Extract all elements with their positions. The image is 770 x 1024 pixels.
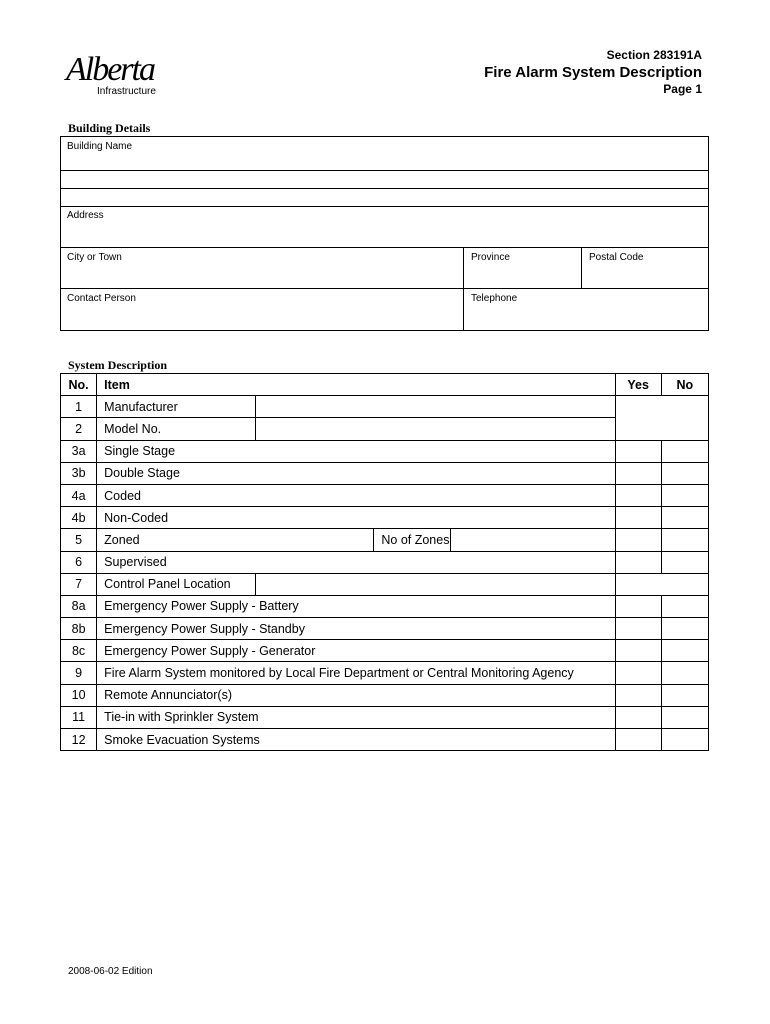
row-item: Supervised: [97, 551, 615, 573]
row-number: 2: [61, 418, 97, 440]
no-of-zones-label: No of Zones: [374, 529, 450, 551]
blank-cell: [615, 573, 708, 595]
yes-cell[interactable]: [615, 662, 661, 684]
yes-cell[interactable]: [615, 595, 661, 617]
city-label: City or Town: [67, 252, 122, 263]
table-row: [61, 484, 709, 506]
divider: [61, 288, 708, 289]
row-item: Control Panel Location: [97, 573, 256, 595]
yes-cell[interactable]: [615, 440, 661, 462]
row-item: Model No.: [97, 418, 256, 440]
table-row: [61, 418, 709, 440]
building-details-form: [60, 136, 709, 331]
yes-cell[interactable]: [615, 729, 661, 751]
no-of-zones-field[interactable]: [450, 529, 615, 551]
telephone-label: Telephone: [471, 293, 518, 304]
row-number: 3b: [61, 462, 97, 484]
col-no-answer-header: No: [661, 374, 708, 396]
table-row: [61, 573, 709, 595]
system-description-table: [60, 373, 709, 751]
table-row: [61, 729, 709, 751]
page-title: Fire Alarm System Description: [484, 64, 702, 81]
no-cell[interactable]: [661, 729, 708, 751]
row-number: 1: [61, 396, 97, 418]
table-header-row: [61, 374, 709, 396]
manufacturer-field[interactable]: [255, 396, 615, 418]
row-item: Single Stage: [97, 440, 615, 462]
yes-cell[interactable]: [615, 706, 661, 728]
row-number: 8b: [61, 618, 97, 640]
no-cell[interactable]: [661, 529, 708, 551]
row-number: 4b: [61, 507, 97, 529]
row-number: 5: [61, 529, 97, 551]
alberta-logo: [66, 52, 166, 100]
section-number: Section 283191A: [606, 48, 702, 62]
col-no-header: No.: [61, 374, 97, 396]
province-label: Province: [471, 252, 510, 263]
row-number: 8c: [61, 640, 97, 662]
row-number: 12: [61, 729, 97, 751]
building-name-field-2[interactable]: [61, 170, 708, 188]
yes-cell[interactable]: [615, 684, 661, 706]
contact-person-label: Contact Person: [67, 293, 136, 304]
no-cell[interactable]: [661, 484, 708, 506]
no-cell[interactable]: [661, 640, 708, 662]
edition-footer: 2008-06-02 Edition: [68, 966, 153, 977]
no-cell[interactable]: [661, 662, 708, 684]
page-number: Page 1: [663, 82, 702, 96]
no-cell[interactable]: [661, 462, 708, 484]
no-cell[interactable]: [661, 618, 708, 640]
table-row: [61, 595, 709, 617]
yes-cell[interactable]: [615, 462, 661, 484]
building-details-heading: Building Details: [68, 121, 151, 135]
row-item: Remote Annunciator(s): [97, 684, 615, 706]
logo-subtitle: Infrastructure: [97, 86, 156, 97]
no-cell[interactable]: [661, 440, 708, 462]
no-cell[interactable]: [661, 684, 708, 706]
row-item: Tie-in with Sprinkler System: [97, 706, 615, 728]
row-item: Coded: [97, 484, 615, 506]
col-item-header: Item: [97, 374, 615, 396]
table-row: [61, 462, 709, 484]
table-row: [61, 507, 709, 529]
no-cell[interactable]: [661, 551, 708, 573]
building-name-field-1[interactable]: [61, 153, 708, 170]
yes-cell[interactable]: [615, 618, 661, 640]
table-row: [61, 640, 709, 662]
divider: [581, 247, 582, 288]
table-row: [61, 662, 709, 684]
row-item: Zoned: [97, 529, 374, 551]
blank-cell: [615, 396, 708, 440]
yes-cell[interactable]: [615, 507, 661, 529]
no-cell[interactable]: [661, 507, 708, 529]
row-number: 8a: [61, 595, 97, 617]
system-description-heading: System Description: [68, 358, 167, 372]
building-name-label: Building Name: [67, 141, 133, 152]
logo-wordmark: Alberta: [66, 51, 154, 88]
divider: [61, 206, 708, 207]
address-field[interactable]: [61, 222, 708, 247]
table-row: [61, 551, 709, 573]
model-no-field[interactable]: [255, 418, 615, 440]
yes-cell[interactable]: [615, 640, 661, 662]
no-cell[interactable]: [661, 595, 708, 617]
row-number: 9: [61, 662, 97, 684]
row-item: Fire Alarm System monitored by Local Fire Department or Central Monitoring Agency: [97, 662, 615, 684]
building-name-field-3[interactable]: [61, 188, 708, 206]
row-number: 7: [61, 573, 97, 595]
row-item: Emergency Power Supply - Standby: [97, 618, 615, 640]
row-item: Double Stage: [97, 462, 615, 484]
table-row: [61, 440, 709, 462]
row-item: Emergency Power Supply - Battery: [97, 595, 615, 617]
table-row: [61, 396, 709, 418]
yes-cell[interactable]: [615, 529, 661, 551]
col-yes-header: Yes: [615, 374, 661, 396]
postal-code-label: Postal Code: [589, 252, 644, 263]
row-number: 4a: [61, 484, 97, 506]
table-row: [61, 618, 709, 640]
yes-cell[interactable]: [615, 484, 661, 506]
row-number: 6: [61, 551, 97, 573]
table-row: [61, 706, 709, 728]
row-number: 3a: [61, 440, 97, 462]
table-row: [61, 529, 709, 551]
yes-cell[interactable]: [615, 551, 661, 573]
divider: [61, 247, 708, 248]
no-cell[interactable]: [661, 706, 708, 728]
row-item: Smoke Evacuation Systems: [97, 729, 615, 751]
row-item: Emergency Power Supply - Generator: [97, 640, 615, 662]
row-number: 10: [61, 684, 97, 706]
table-row: [61, 684, 709, 706]
control-panel-location-field[interactable]: [255, 573, 615, 595]
address-label: Address: [67, 210, 104, 221]
row-number: 11: [61, 706, 97, 728]
row-item: Manufacturer: [97, 396, 256, 418]
row-item: Non-Coded: [97, 507, 615, 529]
